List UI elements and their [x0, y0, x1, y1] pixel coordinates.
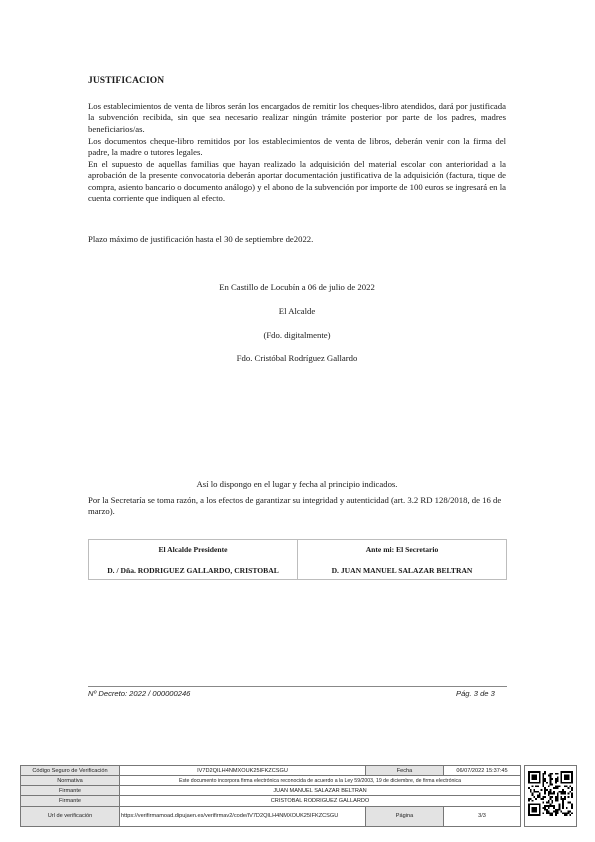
signature-table: [88, 539, 507, 580]
csv-label: Código Seguro de Verificación: [21, 766, 120, 776]
signature-cell-secretario: [298, 540, 507, 580]
paragraph-plazo: Plazo máximo de justificación hasta el 30 de septiembre de2022.: [88, 234, 314, 244]
firmante-label-1: Firmante: [21, 786, 120, 796]
dispongo-text: Así lo dispongo en el lugar y fecha al principio indicados.: [196, 479, 398, 489]
fecha-value: 06/07/2022 15:37:45: [444, 766, 521, 776]
signer-name: Fdo. Cristóbal Rodríguez Gallardo: [236, 353, 358, 363]
footer-divider: [88, 686, 507, 687]
firmante-value-1: JUAN MANUEL SALAZAR BELTRAN: [120, 786, 521, 796]
pagina-label: Página: [366, 806, 444, 826]
paragraph-establecimientos: Los establecimientos de venta de libros serán los encargados de remitir los cheques-libro atendidos, dará por justificada la subvención recibida, sin que sea necesario realizar ningún trámite posterior por parte de los padres, madres beneficiarios/as.: [88, 101, 506, 134]
url-label: Url de verificación: [21, 806, 120, 826]
qr-code-icon: [528, 771, 573, 816]
paragraph-supuesto: En el supuesto de aquellas familias que hayan realizado la adquisición del material escolar con anterioridad a la aprobación de la presente convocatoria deberán aportar documentación justificativa de la adquisición (factura, tique de compra, asiento bancario o documento análogo) y el abono de la subvención por importe de 100 euros se ingresará en la cuenta corriente que indiquen al efecto.: [88, 159, 506, 204]
alcalde-name: D. / Dña. RODRIGUEZ GALLARDO, CRISTOBAL: [107, 566, 279, 575]
place-date: En Castillo de Locubín a 06 de julio de 2022: [219, 282, 375, 292]
firmante-label-2: Firmante: [21, 796, 120, 806]
secretaria-text: Por la Secretaría se toma razón, a los efectos de garantizar su integridad y autenticidad (art. 3.2 RD 128/2018, de 16 de marzo).: [88, 495, 502, 517]
signature-cell-alcalde: [89, 540, 298, 580]
firmante-value-2: CRISTOBAL RODRIGUEZ GALLARDO: [120, 796, 521, 806]
pagina-value: 3/3: [444, 806, 521, 826]
section-heading: JUSTIFICACION: [88, 76, 165, 86]
fecha-label: Fecha: [366, 766, 444, 776]
qr-code-frame: [524, 765, 577, 827]
page-number: Pág. 3 de 3: [456, 689, 495, 698]
paragraph-documentos: Los documentos cheque-libro remitidos por los establecimientos de venta de libros, deberán venir con la firma del padre, la madre o tutores legales.: [88, 136, 506, 158]
digital-signature-note: (Fdo. digitalmente): [263, 330, 331, 340]
normativa-label: Normativa: [21, 776, 120, 786]
decree-number: Nº Decreto: 2022 / 000000246: [88, 689, 191, 698]
alcalde-title: El Alcalde Presidente: [158, 545, 228, 554]
secretario-title: Ante mi: El Secretario: [365, 545, 439, 554]
normativa-value: Este documento incorpora firma electrónica reconocida de acuerdo a la Ley 59/2003, 19 de diciembre, de firma electrónica: [120, 776, 521, 786]
signer-role: El Alcalde: [278, 306, 316, 316]
verification-table: [20, 765, 521, 827]
verification-url[interactable]: https://verifirmamoad.dipujaen.es/verifirmav2/code/IV7D2QILH4NMXOUK25IFKZCSGU: [120, 806, 366, 826]
secretario-name: D. JUAN MANUEL SALAZAR BELTRAN: [331, 566, 473, 575]
csv-value: IV7D2QILH4NMXOUK25IFKZCSGU: [120, 766, 366, 776]
